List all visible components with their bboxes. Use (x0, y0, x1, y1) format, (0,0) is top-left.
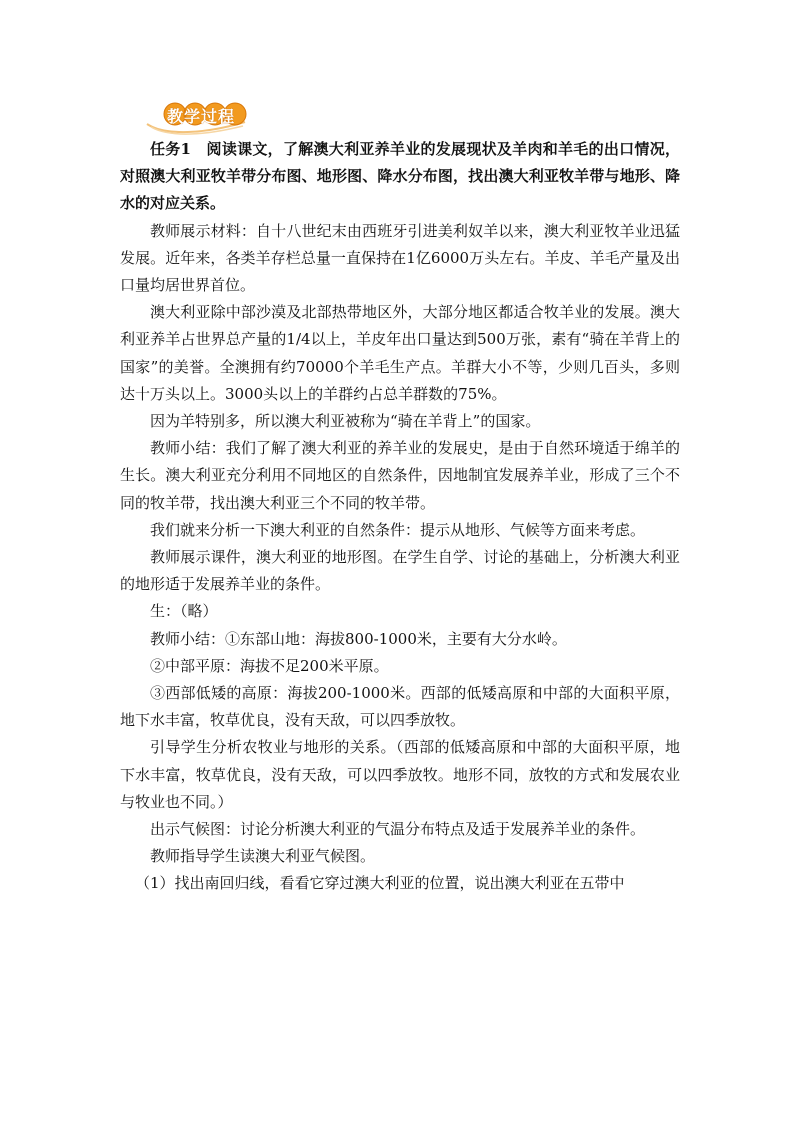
paragraph: 教师指导学生读澳大利亚气候图。 (150, 847, 376, 866)
paragraph: ②中部平原：海拔不足200米平原。 (150, 656, 389, 675)
section-badge-label: 教学过程 (167, 107, 236, 126)
document-body (120, 136, 680, 898)
paragraph: 澳大利亚除中部沙漠及北部热带地区外，大部分地区都适合牧羊业的发展。澳大利亚养羊占世界总产量的1/4以上，羊皮年出口量达到500万张，素有“骑在羊背上的国家”的美誉。全澳拥有约70000个羊毛生产点。羊群大小不等，少则几百头，多则达十万头以上。3000头以上的羊群约占总羊群数的75%。 (120, 303, 680, 403)
paragraph: 出示气候图：讨论分析澳大利亚的气温分布特点及适于发展养羊业的条件。 (150, 820, 646, 839)
paragraph: 我们就来分析一下澳大利亚的自然条件：提示从地形、气候等方面来考虑。 (150, 520, 646, 539)
paragraph: （1）找出南回归线，看看它穿过澳大利亚的位置，说出澳大利亚在五带中 (135, 874, 625, 893)
paragraph: 引导学生分析农牧业与地形的关系。（西部的低矮高原和中部的大面积平原，地下水丰富，牧草优良，没有天敌，可以四季放牧。地形不同，放牧的方式和发展农业与牧业也不同。） (120, 738, 680, 811)
task-heading: 任务1 阅读课文，了解澳大利亚养羊业的发展现状及羊肉和羊毛的出口情况，对照澳大利亚牧羊带分布图、地形图、降水分布图，找出澳大利亚牧羊带与地形、降水的对应关系。 (120, 140, 680, 213)
section-badge (145, 100, 255, 136)
paragraph: 教师小结：①东部山地：海拔800-1000米，主要有大分水岭。 (150, 629, 567, 648)
paragraph: 教师小结：我们了解了澳大利亚的养羊业的发展史，是由于自然环境适于绵羊的生长。澳大利亚充分利用不同地区的自然条件，因地制宜发展养羊业，形成了三个不同的牧羊带，找出澳大利亚三个不同的牧羊带。 (120, 439, 680, 512)
paragraph: 因为羊特别多，所以澳大利亚被称为“骑在羊背上”的国家。 (150, 412, 541, 431)
paragraph: ③西部低矮的高原：海拔200-1000米。西部的低矮高原和中部的大面积平原，地下水丰富，牧草优良，没有天敌，可以四季放牧。 (120, 684, 680, 730)
paragraph: 生：（略） (150, 602, 218, 621)
paragraph: 教师展示课件，澳大利亚的地形图。在学生自学、讨论的基础上，分析澳大利亚的地形适于发展养羊业的条件。 (120, 548, 680, 594)
paragraph: 教师展示材料：自十八世纪末由西班牙引进美利奴羊以来，澳大利亚牧羊业迅猛发展。近年来，各类羊存栏总量一直保持在1亿6000万头左右。羊皮、羊毛产量及出口量均居世界首位。 (120, 221, 680, 295)
